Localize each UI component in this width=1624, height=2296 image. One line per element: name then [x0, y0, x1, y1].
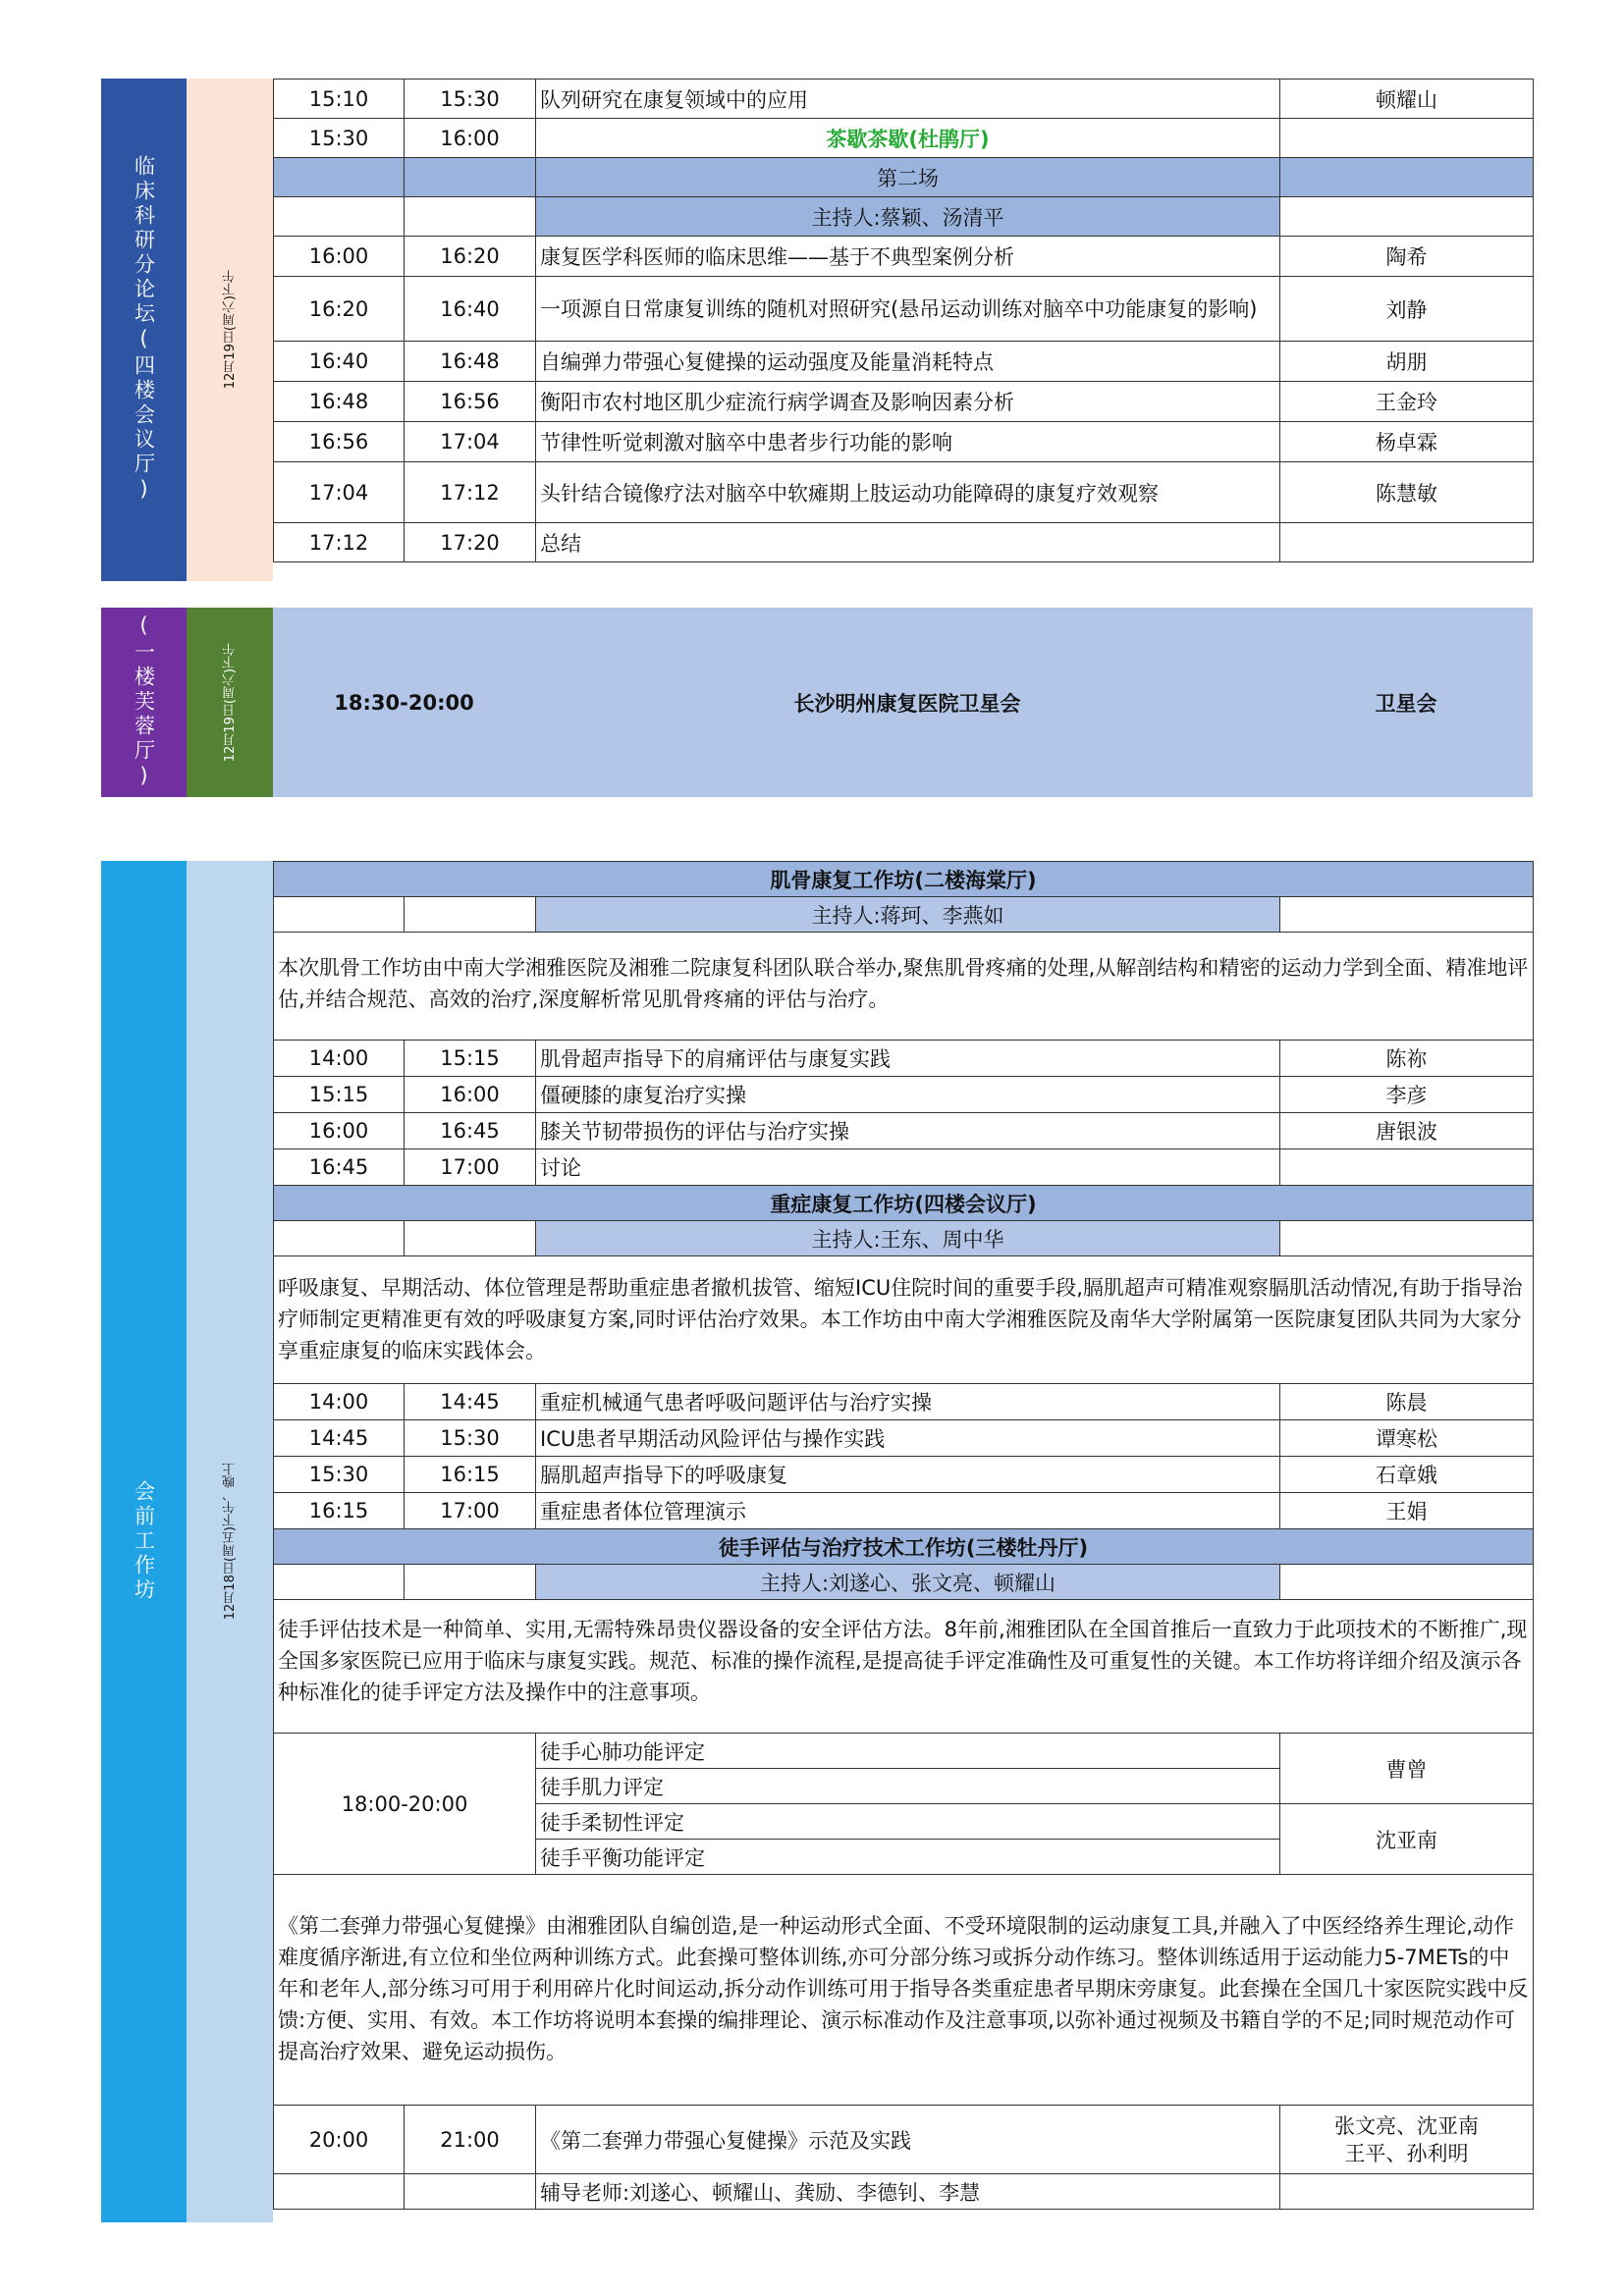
workshop-title: 徒手评估与治疗技术工作坊(三楼牡丹厅): [274, 1529, 1534, 1565]
tutors: 辅导老师:刘遂心、顿耀山、龚励、李德钊、李慧: [536, 2174, 1280, 2210]
end-time: 16:20: [405, 237, 536, 277]
speaker: 沈亚南: [1280, 1804, 1534, 1875]
speaker: 刘静: [1280, 277, 1534, 342]
end-time: 17:20: [405, 523, 536, 562]
speaker: 谭寒松: [1280, 1420, 1534, 1457]
speaker: 李彦: [1280, 1077, 1534, 1113]
start-time: 15:30: [274, 119, 405, 158]
workshop-intro: 呼吸康复、早期活动、体位管理是帮助重症患者撤机拔管、缩短ICU住院时间的重要手段,膈肌超声可精准观察膈肌活动情况,有助于指导治疗师制定更精准更有效的呼吸康复方案,同时评估治疗效果。本工作坊由中南大学湘雅医院及南华大学附属第一医院康复团队共同为大家分享重症康复的临床实践体会。: [274, 1256, 1534, 1384]
table-row: [274, 277, 1534, 342]
end-time: 21:00: [405, 2106, 536, 2174]
topic: 一项源自日常康复训练的随机对照研究(悬吊运动训练对脑卒中功能康复的影响): [536, 277, 1280, 342]
table-row: [274, 237, 1534, 277]
satellite-panel: [273, 608, 1533, 797]
speakers: [1280, 2106, 1534, 2174]
intro-row: [274, 1875, 1534, 2106]
speaker: 顿耀山: [1280, 80, 1534, 119]
topic: 重症机械通气患者呼吸问题评估与治疗实操: [536, 1384, 1280, 1420]
workshop-title: 肌骨康复工作坊(二楼海棠厅): [274, 862, 1534, 897]
topic: 《第二套弹力带强心复健操》示范及实践: [536, 2106, 1280, 2174]
start-time: 16:45: [274, 1149, 405, 1186]
table-row: [274, 1457, 1534, 1493]
end-time: 17:00: [405, 1149, 536, 1186]
end-time: 16:00: [405, 1077, 536, 1113]
end-time: 16:00: [405, 119, 536, 158]
start-time: 14:00: [274, 1384, 405, 1420]
end-time: 16:56: [405, 382, 536, 422]
end-time: 17:00: [405, 1493, 536, 1529]
speaker: 王娟: [1280, 1493, 1534, 1529]
speaker: 胡朋: [1280, 342, 1534, 382]
host-row: [274, 897, 1534, 933]
speaker: 王金玲: [1280, 382, 1534, 422]
start-time: 16:00: [274, 237, 405, 277]
end-time: 15:30: [405, 1420, 536, 1457]
table-row: [274, 462, 1534, 523]
start-time: 15:30: [274, 1457, 405, 1493]
pre-conference-workshops-block: [101, 861, 1533, 2222]
date-band: [187, 608, 273, 797]
workshop-title-row: [274, 862, 1534, 897]
topic: 肌骨超声指导下的肩痛评估与康复实践: [536, 1041, 1280, 1077]
topic: 讨论: [536, 1149, 1280, 1186]
table-row: [274, 119, 1534, 158]
satellite-meeting-block: [101, 608, 1533, 797]
satellite-speaker: 卫星会: [1375, 691, 1437, 716]
speaker: [1280, 119, 1534, 158]
topic: 队列研究在康复领域中的应用: [536, 80, 1280, 119]
start-time: 16:48: [274, 382, 405, 422]
workshop-title: 重症康复工作坊(四楼会议厅): [274, 1186, 1534, 1221]
topic: 徒手柔韧性评定: [536, 1804, 1280, 1840]
satellite-title: 长沙明州康复医院卫星会: [793, 691, 1021, 716]
topic: 总结: [536, 523, 1280, 562]
start-time: 15:10: [274, 80, 405, 119]
start-time: 14:45: [274, 1420, 405, 1457]
session-time: 18:00-20:00: [274, 1734, 536, 1875]
start-time: 16:00: [274, 1113, 405, 1149]
topic: 康复医学科医师的临床思维——基于不典型案例分析: [536, 237, 1280, 277]
speaker: [1280, 523, 1534, 562]
venue-band: [101, 861, 187, 2222]
start-time: 15:15: [274, 1077, 405, 1113]
table-row: [274, 342, 1534, 382]
venue-label: (一楼芙蓉厅): [132, 614, 156, 791]
topic: 自编弹力带强心复健操的运动强度及能量消耗特点: [536, 342, 1280, 382]
topic: 徒手肌力评定: [536, 1769, 1280, 1804]
workshop-table: [273, 861, 1534, 2210]
session-header-row: [274, 158, 1534, 197]
end-time: 17:04: [405, 422, 536, 462]
end-time: 16:15: [405, 1457, 536, 1493]
venue-band: [101, 608, 187, 797]
start-time: 17:12: [274, 523, 405, 562]
intro-row: [274, 1600, 1534, 1734]
intro-row: [274, 933, 1534, 1041]
speaker: 陈祢: [1280, 1041, 1534, 1077]
end-time: 15:15: [405, 1041, 536, 1077]
table-row: [274, 1041, 1534, 1077]
host-row: [274, 1565, 1534, 1600]
end-time: 17:12: [405, 462, 536, 523]
start-time: 17:04: [274, 462, 405, 523]
date-band: [187, 861, 273, 2222]
topic: 重症患者体位管理演示: [536, 1493, 1280, 1529]
table-row: [274, 80, 1534, 119]
table-row: [274, 1149, 1534, 1186]
host-row: [274, 1221, 1534, 1256]
date-label: 12月19日(周六)下午: [222, 642, 238, 763]
start-time: 16:56: [274, 422, 405, 462]
venue-label: 会前工作坊: [132, 1480, 156, 1603]
host: 主持人:王东、周中华: [536, 1221, 1280, 1256]
speaker: 陶希: [1280, 237, 1534, 277]
workshop-title-row: [274, 1529, 1534, 1565]
schedule-table: [273, 79, 1534, 562]
table-row: [274, 2106, 1534, 2174]
start-time: 20:00: [274, 2106, 405, 2174]
date-label: 12月18日(周五)下午、晚上: [222, 1463, 238, 1621]
workshop-title-row: [274, 1186, 1534, 1221]
start-time: 16:15: [274, 1493, 405, 1529]
intro-row: [274, 1256, 1534, 1384]
tea-break: 茶歇茶歇(杜鹃厅): [536, 119, 1280, 158]
venue-label: 临床科研分论坛(四楼会议厅): [132, 155, 156, 505]
topic: 头针结合镜像疗法对脑卒中软瘫期上肢运动功能障碍的康复疗效观察: [536, 462, 1280, 523]
session-title: 第二场: [536, 158, 1280, 197]
host: 主持人:蔡颖、汤清平: [536, 197, 1280, 237]
host: 主持人:蒋珂、李燕如: [536, 897, 1280, 933]
workshop-intro: 《第二套弹力带强心复健操》由湘雅团队自编创造,是一种运动形式全面、不受环境限制的运动康复工具,并融入了中医经络养生理论,动作难度循序渐进,有立位和坐位两种训练方式。此套操可整体训练,亦可分部分练习或拆分动作练习。整体训练适用于运动能力5-7METs的中年和老年人,部分练习可用于利用碎片化时间运动,拆分动作训练可用于指导各类重症患者早期床旁康复。此套操在全国几十家医院实践中反馈:方便、实用、有效。本工作坊将说明本套操的编排理论、演示标准动作及注意事项,以弥补通过视频及书籍自学的不足;同时规范动作可提高治疗效果、避免运动损伤。: [274, 1875, 1534, 2106]
table-row: [274, 1113, 1534, 1149]
host-row: [274, 197, 1534, 237]
end-time: 16:40: [405, 277, 536, 342]
speaker: 陈晨: [1280, 1384, 1534, 1420]
end-time: 16:45: [405, 1113, 536, 1149]
end-time: 16:48: [405, 342, 536, 382]
topic: 节律性听觉刺激对脑卒中患者步行功能的影响: [536, 422, 1280, 462]
table-row: [274, 1493, 1534, 1529]
speakers-line-2: 王平、孙利明: [1344, 2141, 1469, 2165]
topic: 膝关节韧带损伤的评估与治疗实操: [536, 1113, 1280, 1149]
host: 主持人:刘遂心、张文亮、顿耀山: [536, 1565, 1280, 1600]
topic: 衡阳市农村地区肌少症流行病学调查及影响因素分析: [536, 382, 1280, 422]
date-band: [187, 79, 273, 581]
venue-band: [101, 79, 187, 581]
clinical-research-forum-block: [101, 79, 1533, 581]
table-row: [274, 1077, 1534, 1113]
topic: 膈肌超声指导下的呼吸康复: [536, 1457, 1280, 1493]
topic: 徒手平衡功能评定: [536, 1840, 1280, 1875]
table-row: [274, 1384, 1534, 1420]
speaker: 陈慧敏: [1280, 462, 1534, 523]
table-row: [274, 2174, 1534, 2210]
table-row: [274, 422, 1534, 462]
start-time: 16:20: [274, 277, 405, 342]
topic: 徒手心肺功能评定: [536, 1734, 1280, 1769]
satellite-time: 18:30-20:00: [334, 690, 474, 715]
speaker: 唐银波: [1280, 1113, 1534, 1149]
start-time: 16:40: [274, 342, 405, 382]
speaker: [1280, 1149, 1534, 1186]
speaker: 杨卓霖: [1280, 422, 1534, 462]
table-row: [274, 1420, 1534, 1457]
table-row: [274, 1734, 1534, 1769]
date-label: 12月19日(周六)下午: [222, 270, 238, 390]
start-time: 14:00: [274, 1041, 405, 1077]
speakers-line-1: 张文亮、沈亚南: [1334, 2113, 1479, 2138]
table-row: [274, 523, 1534, 562]
topic: ICU患者早期活动风险评估与操作实践: [536, 1420, 1280, 1457]
end-time: 14:45: [405, 1384, 536, 1420]
topic: 僵硬膝的康复治疗实操: [536, 1077, 1280, 1113]
speaker: 石章娥: [1280, 1457, 1534, 1493]
end-time: 15:30: [405, 80, 536, 119]
speaker: 曹曾: [1280, 1734, 1534, 1804]
workshop-intro: 本次肌骨工作坊由中南大学湘雅医院及湘雅二院康复科团队联合举办,聚焦肌骨疼痛的处理,从解剖结构和精密的运动力学到全面、精准地评估,并结合规范、高效的治疗,深度解析常见肌骨疼痛的评估与治疗。: [274, 933, 1534, 1041]
workshop-intro: 徒手评估技术是一种简单、实用,无需特殊昂贵仪器设备的安全评估方法。8年前,湘雅团队在全国首推后一直致力于此项技术的不断推广,现全国多家医院已应用于临床与康复实践。规范、标准的操作流程,是提高徒手评定准确性及可重复性的关键。本工作坊将详细介绍及演示各种标准化的徒手评定方法及操作中的注意事项。: [274, 1600, 1534, 1734]
table-row: [274, 382, 1534, 422]
